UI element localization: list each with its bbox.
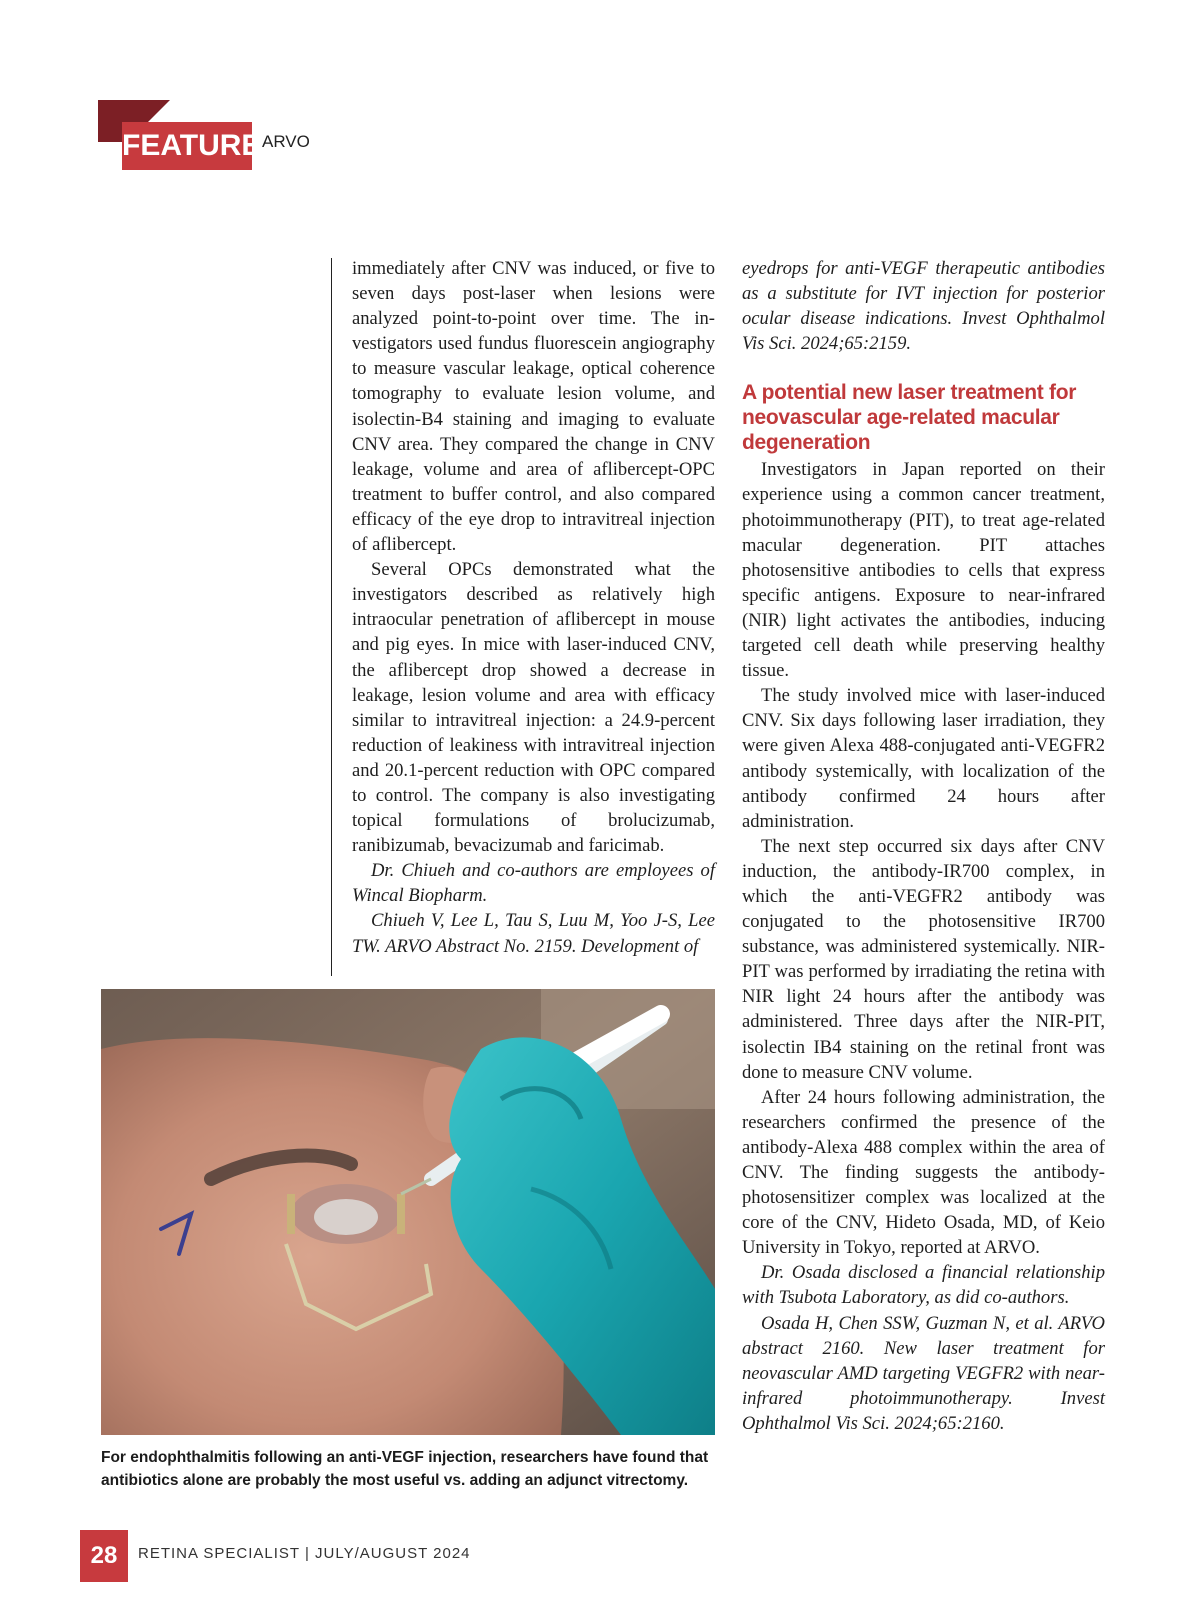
section-header	[98, 100, 358, 172]
citation: Osada H, Chen SSW, Guzman N, et al. ARVO abstract 2160. New laser treatment for neovascular AMD targeting VEGFR2 with near-infrared photoimmunotherapy. Invest Ophthalmol Vis Sci. 2024;65:2160.	[742, 1312, 1105, 1434]
publication-info: RETINA SPECIALIST | JULY/AUGUST 2024	[138, 1545, 471, 1562]
section-topic: ARVO	[262, 132, 310, 151]
article-column-left	[352, 256, 715, 959]
injection-photo-illustration	[101, 989, 715, 1435]
header-accent-triangle	[148, 100, 170, 122]
section-subhead: A potential new laser treatment for neovascular age-related macular degeneration	[742, 381, 1077, 455]
body-paragraph: immediately after CNV was induced, or five to seven days post-laser when lesions were analyzed point-to-point over time. The investigators used fundus fluorescein angiography to measure vascular leakage, optical coherence tomography to evaluate lesion volume, and isolectin-B4 staining and imaging to evaluate CNV area. They compared the change in CNV leakage, volume and area of aflibercept-OPC treatment to buffer control, and also compared efficacy of the eye drop to intravitreal injection of aflibercept.	[352, 258, 715, 556]
injection-photo	[101, 989, 715, 1435]
body-paragraph: The next step occurred six days after CNV induction, the antibody-IR700 complex, in which the anti-VEGFR2 antibody was conjugated to the photosensitive IR700 substance, was administered systemically. NIR-PIT was performed by irradiating the retina with NIR light 24 hours after the antibody was administered. Three days after the NIR-PIT, isolectin IB4 staining on the retinal front was done to measure CNV volume.	[742, 835, 1105, 1083]
body-paragraph: The study involved mice with laser-induced CNV. Six days following laser irradiation, they were given Alexa 488-conjugated anti-VEGFR2 antibody systemically, with localization of the antibody confirmed 24 hours after administration.	[742, 685, 1105, 832]
figure-caption: For endophthalmitis following an anti-VEGF injection, researchers have found that antibiotics alone are probably the most useful vs. adding an adjunct vitrectomy.	[101, 1449, 709, 1489]
body-paragraph: Several OPCs demonstrated what the investigators described as relatively high intraocular penetration of aflibercept in mouse and pig eyes. In mice with laser-induced CNV, the aflibercept drop showed a decrease in leakage, lesion volume and area with efficacy similar to intravitreal injection: a 24.9-percent reduction of leakiness with intravitreal injection and 20.1-percent reduction with OPC compared to control. The company is also investigating topical formulations of brolucizumab, ranibizumab, bevacizumab and faricimab.	[352, 559, 715, 857]
body-paragraph: After 24 hours following administration, the researchers confirmed the presence of the antibody-Alexa 488 complex within the area of CNV. The finding suggests the antibody-photosensitizer complex was localized at the core of the CNV, Hideto Osada, MD, of Keio University in Tokyo, reported at ARVO.	[742, 1086, 1105, 1259]
column-rule	[331, 258, 332, 976]
author-disclosure: Dr. Osada disclosed a financial relationship with Tsubota Laboratory, as did co-authors.	[742, 1262, 1105, 1309]
article-column-right	[742, 256, 1105, 1436]
page-number: 28	[80, 1530, 128, 1582]
author-disclosure: Dr. Chiueh and co-authors are employees of Wincal Biopharm.	[352, 860, 715, 907]
citation: Chiueh V, Lee L, Tau S, Luu M, Yoo J-S, Lee TW. ARVO Abstract No. 2159. Development of	[352, 910, 715, 957]
body-paragraph: Investigators in Japan reported on their experience using a common cancer treatment, photoimmunotherapy (PIT), to treat age-related macular degeneration. PIT attaches photosensitive antibodies to cells that express specific antigens. Exposure to near-infrared (NIR) light activates the antibodies, inducing targeted cell death while preserving healthy tissue.	[742, 459, 1105, 682]
citation-continued: eyedrops for anti-VEGF therapeutic antibodies as a substitute for IVT injection for posterior ocular disease indications. Invest Ophthalmol Vis Sci. 2024;65:2159.	[742, 258, 1105, 355]
feature-label: FEATURE	[122, 122, 252, 170]
